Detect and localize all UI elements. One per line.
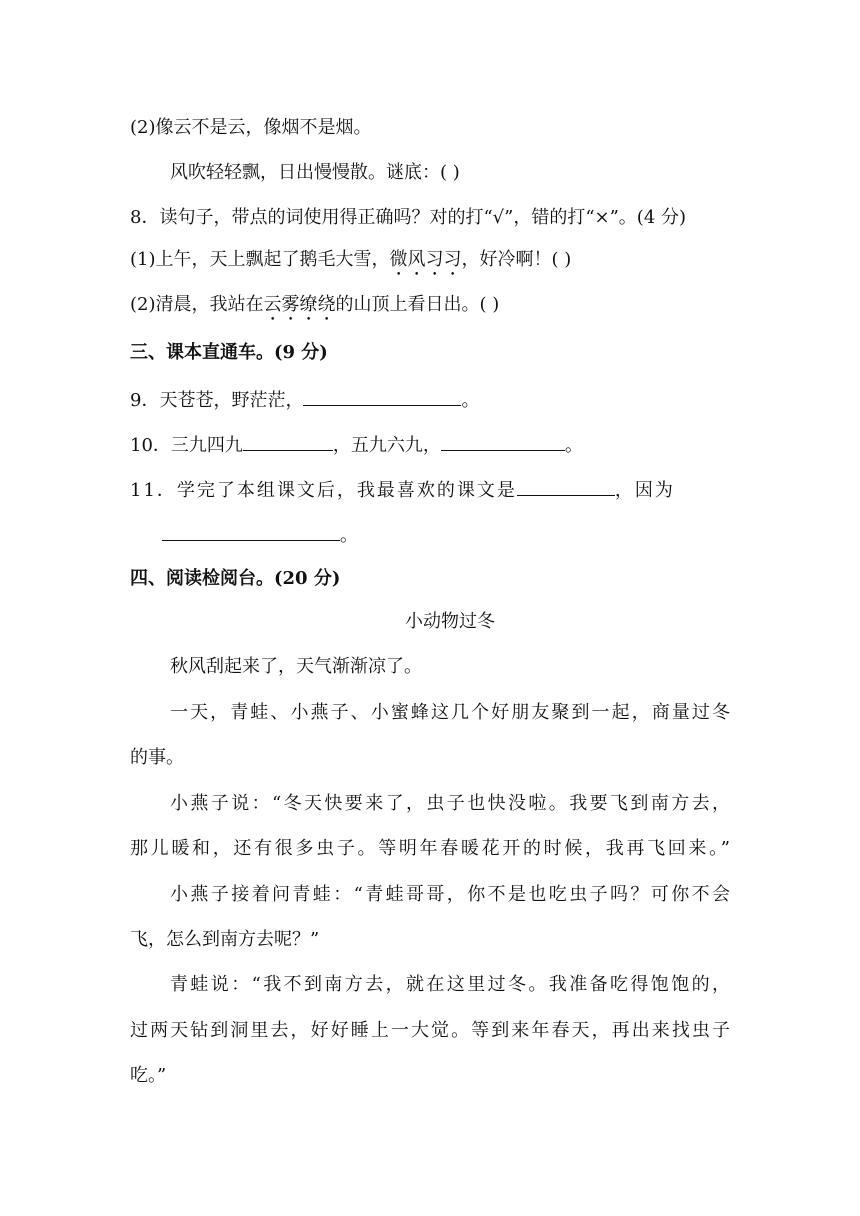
- q9-answer-blank[interactable]: [303, 387, 461, 406]
- q9-period: 。: [461, 390, 480, 411]
- riddle-2-line-2: 风吹轻轻飘，日出慢慢散。谜底：( ): [170, 162, 460, 183]
- q10-answer-blank-1[interactable]: [243, 432, 333, 451]
- question-8-item-2: [130, 292, 499, 318]
- q11-answer-blank-1[interactable]: [517, 477, 615, 496]
- q11-text-because: ，因为: [614, 480, 675, 501]
- question-9: [130, 387, 479, 413]
- passage-paragraph-5-line-1: 青蛙说：“我不到南方去，就在这里过冬。我准备吃得饱饱的，: [170, 974, 730, 995]
- passage-paragraph-4-line-2: 飞，怎么到南方去呢？”: [130, 929, 320, 950]
- passage-paragraph-4-line-1: 小燕子接着问青蛙：“青蛙哥哥，你不是也吃虫子吗？可你不会: [170, 884, 730, 905]
- q11-period: 。: [340, 525, 358, 546]
- item-2-text-before: (2)清晨，我站在: [130, 294, 264, 315]
- passage-paragraph-3-line-1: 小燕子说：“冬天快要来了，虫子也快没啦。我要飞到南方去，: [170, 793, 730, 814]
- question-11-line-2: [162, 522, 358, 548]
- passage-paragraph-1: 秋风刮起来了，天气渐渐凉了。: [170, 656, 422, 677]
- q11-answer-blank-2[interactable]: [162, 522, 340, 541]
- q10-answer-blank-2[interactable]: [441, 432, 565, 451]
- q11-text: 11．学完了本组课文后，我最喜欢的课文是: [130, 480, 517, 501]
- passage-paragraph-5-line-3: 吃。”: [130, 1065, 167, 1086]
- item-1-text-before: (1)上午，天上飘起了鹅毛大雪，: [130, 249, 390, 270]
- item-1-text-after: ，好冷啊！( ): [461, 249, 572, 270]
- q10-period: 。: [564, 435, 583, 456]
- item-2-text-after: 的山顶上看日出。( ): [335, 294, 500, 315]
- section-4-heading: 四、阅读检阅台。(20 分): [130, 568, 341, 589]
- q10-text-2: ，五九六九，: [332, 435, 441, 456]
- q10-text-1: 10．三九四九: [130, 435, 243, 456]
- q9-text: 9．天苍苍，野茫茫，: [130, 390, 304, 411]
- passage-paragraph-2-line-1: 一天，青蛙、小燕子、小蜜蜂这几个好朋友聚到一起，商量过冬: [170, 702, 730, 723]
- passage-paragraph-5-line-2: 过两天钻到洞里去，好好睡上一大觉。等到来年春天，再出来找虫子: [130, 1020, 730, 1041]
- item-2-dotted-phrase: 云雾缭绕: [263, 294, 336, 315]
- question-8-item-1: [130, 247, 571, 273]
- passage-paragraph-2-line-2: 的事。: [130, 747, 184, 768]
- section-3-heading: 三、课本直通车。(9 分): [130, 342, 328, 363]
- question-11-line-1: [130, 477, 675, 503]
- question-10: [130, 432, 583, 458]
- item-1-dotted-phrase: 微风习习: [389, 249, 462, 270]
- question-8-prompt: 8．读句子，带点的词使用得正确吗？对的打“√”，错的打“×”。(4 分): [130, 207, 687, 228]
- riddle-2-line-1: (2)像云不是云，像烟不是烟。: [130, 117, 372, 138]
- passage-title: 小动物过冬: [405, 611, 495, 632]
- passage-paragraph-3-line-2: 那儿暖和，还有很多虫子。等明年春暖花开的时候，我再飞回来。”: [130, 838, 730, 859]
